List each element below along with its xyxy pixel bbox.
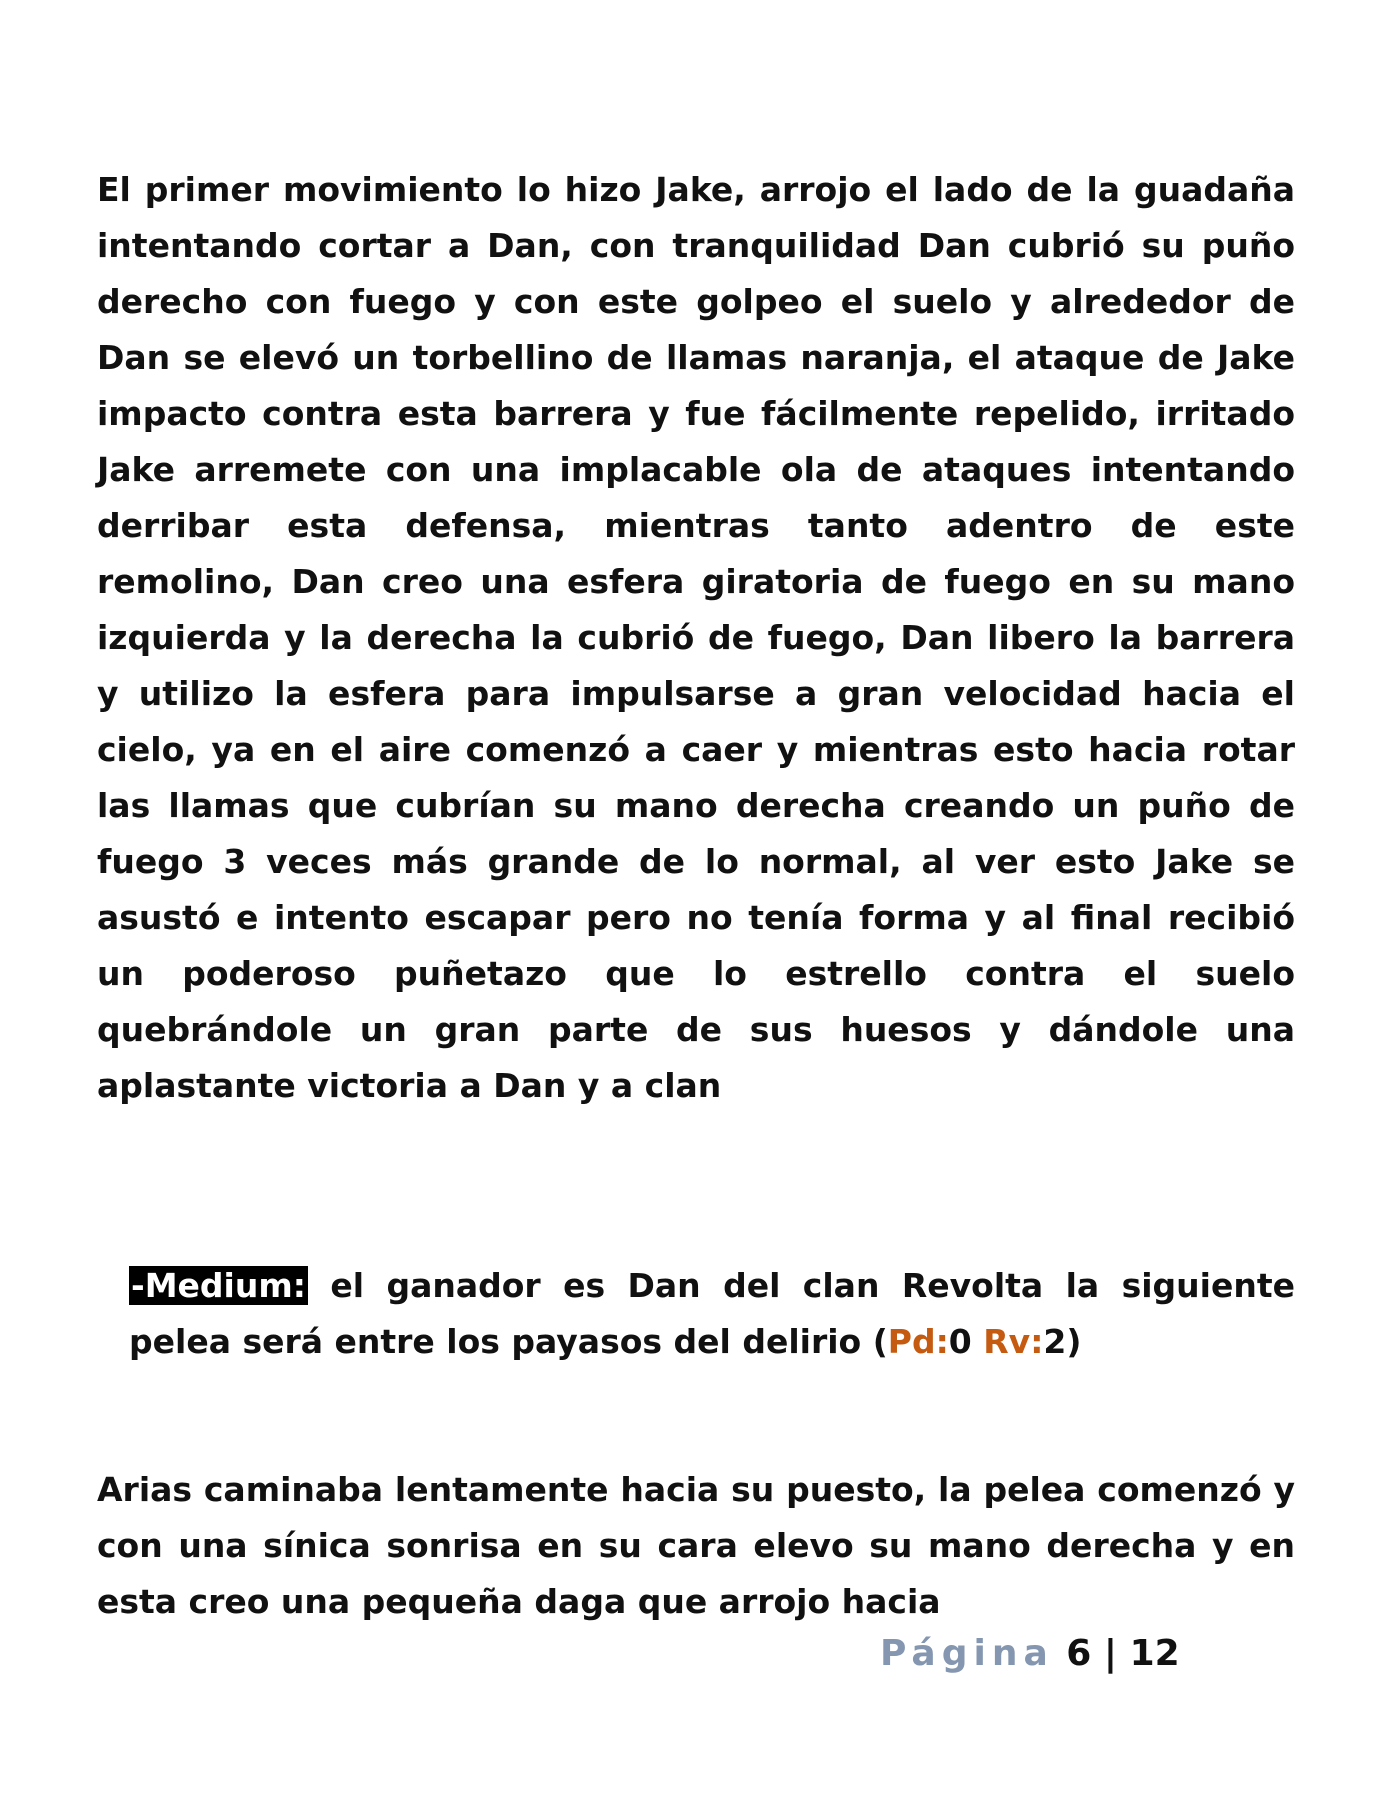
score-label-pd: Pd: [887, 1322, 949, 1361]
footer-page-number: 6 [1066, 1633, 1092, 1674]
score-value-rv: 2 [1043, 1322, 1067, 1361]
paragraph-arias: Arias caminaba lentamente hacia su puesto, la pelea comenzó y con una sínica sonrisa en su cara elevo su mano derecha y en esta creo una pequeña daga que arrojo hacia [97, 1470, 1295, 1621]
paragraph-fight-description: El primer movimiento lo hizo Jake, arrojo el lado de la guadaña intentando cortar a Dan, con tranquilidad Dan cubrió su puño derecho con fuego y con este golpeo el suelo y alrededor de Dan se elevó un torbellino de llamas naranja, el ataque de Jake impacto contra esta barrera y fue fácilmente repelido, irritado Jake arremete con una implacable ola de ataques intentando derribar esta defensa, mientras tanto adentro de este remolino, Dan creo una esfera giratoria de fuego en su mano izquierda y la derecha la cubrió de fuego, Dan libero la barrera y utilizo la esfera para impulsarse a gran velocidad hacia el cielo, ya en el aire comenzó a caer y mientras esto hacia rotar las llamas que cubrían su mano derecha creando un puño de fuego 3 veces más grande de lo normal, al ver esto Jake se asustó e intento escapar pero no tenía forma y al final recibió un poderoso puñetazo que lo estrello contra el suelo quebrándole un gran parte de sus huesos y dándole una aplastante victoria a Dan y a clan [97, 170, 1295, 1105]
footer-total-pages: 12 [1129, 1633, 1180, 1674]
score-label-rv: Rv: [983, 1322, 1044, 1361]
dialogue-text: el ganador es Dan del clan Revolta la siguiente pelea será entre los payasos del delirio ( [129, 1266, 1295, 1361]
footer-page-word: Página [880, 1633, 1054, 1674]
speaker-label-medium: -Medium: [131, 1266, 306, 1305]
dialogue-close-paren: ) [1066, 1322, 1082, 1361]
score-value-pd: 0 [948, 1322, 972, 1361]
page-footer [880, 1632, 1180, 1676]
medium-dialogue [129, 1258, 1295, 1370]
footer-separator: | [1091, 1633, 1130, 1674]
